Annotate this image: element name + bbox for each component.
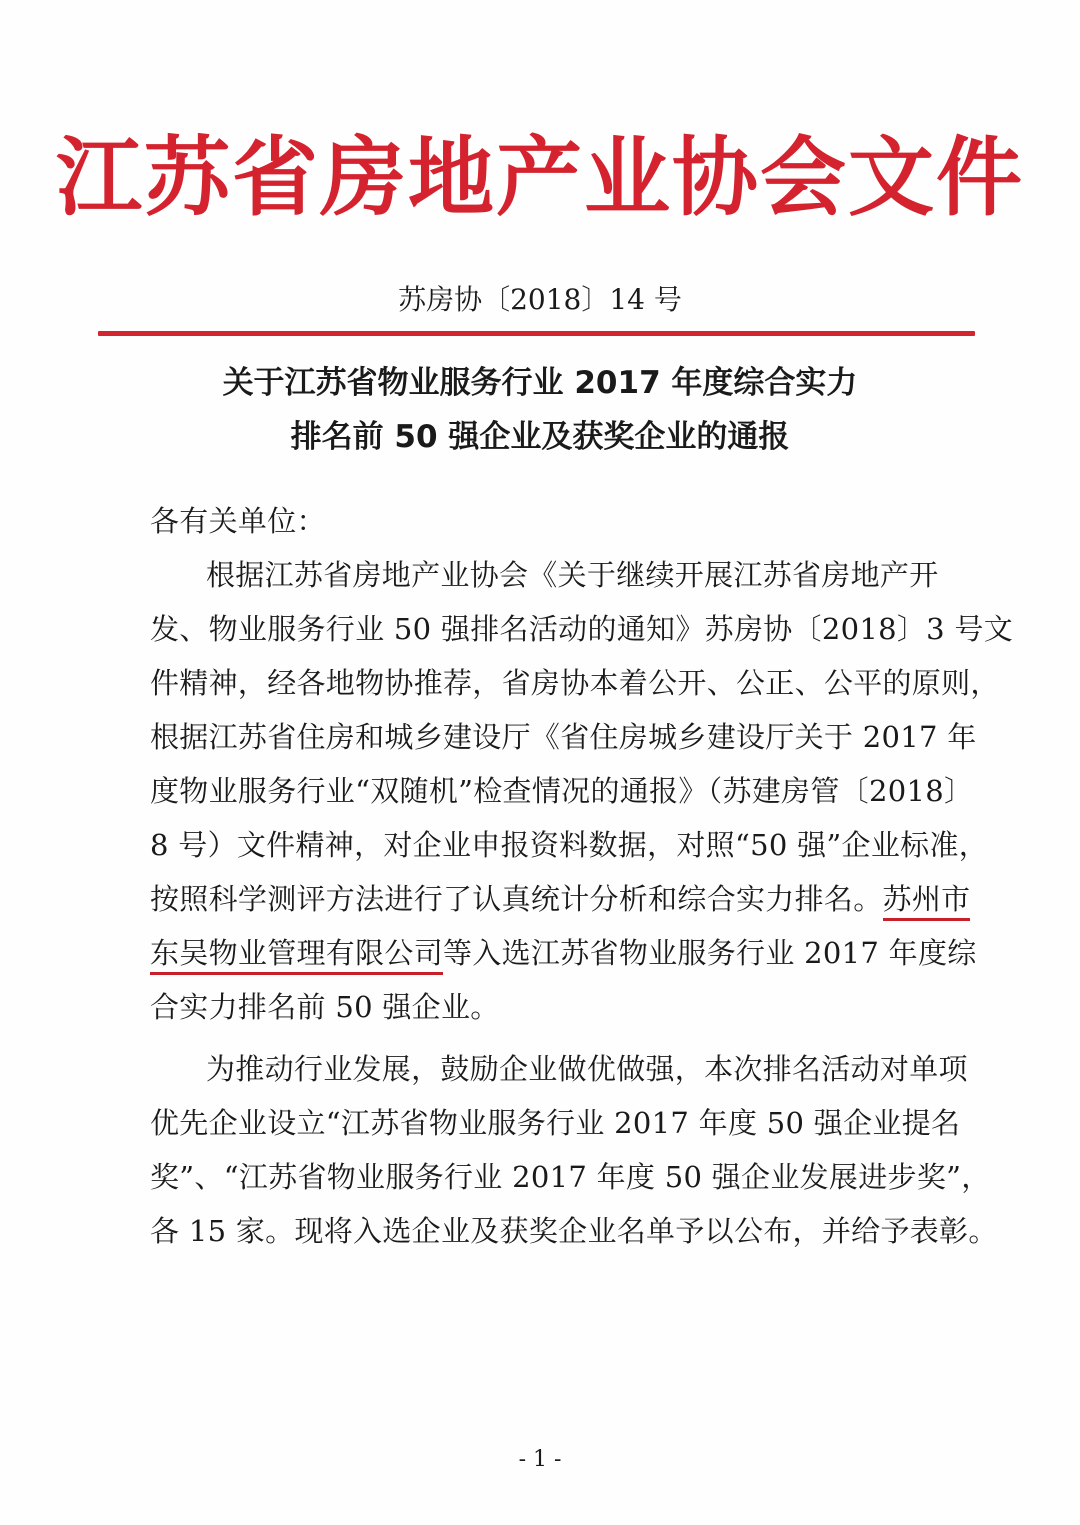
red-header-rule <box>98 331 975 336</box>
paragraph-1-line-9: 合实力排名前 50 强企业。 <box>150 990 500 1024</box>
salutation: 各有关单位： <box>150 504 326 538</box>
paragraph-1-line-8-text: 等入选江苏省物业服务行业 2017 年度综 <box>443 936 977 970</box>
notice-title-line-2: 排名前 50 强企业及获奖企业的通报 <box>290 419 790 455</box>
paragraph-1-line-3: 件精神，经各地物协推荐，省房协本着公开、公正、公平的原则， <box>150 666 1000 700</box>
paragraph-1-line-1: 根据江苏省房地产业协会《关于继续开展江苏省房地产开 <box>206 558 939 592</box>
highlighted-company-part-2: 东吴物业管理有限公司 <box>150 936 443 975</box>
paragraph-2-line-2: 优先企业设立“江苏省物业服务行业 2017 年度 50 强企业提名 <box>150 1106 961 1140</box>
paragraph-1-line-5: 度物业服务行业“双随机”检查情况的通报》（苏建房管〔2018〕 <box>150 774 974 808</box>
paragraph-1-line-4: 根据江苏省住房和城乡建设厅《省住房城乡建设厅关于 2017 年 <box>150 720 977 754</box>
paragraph-2-line-4: 各 15 家。现将入选企业及获奖企业名单予以公布，并给予表彰。 <box>150 1214 998 1248</box>
paragraph-1-line-7-text: 按照科学测评方法进行了认真统计分析和综合实力排名。 <box>150 882 883 916</box>
notice-title-line-1: 关于江苏省物业服务行业 2017 年度综合实力 <box>222 365 858 401</box>
paragraph-1-line-2: 发、物业服务行业 50 强排名活动的通知》苏房协〔2018〕3 号文 <box>150 612 1014 646</box>
paragraph-1-line-7 <box>150 872 970 926</box>
highlighted-company-part-1: 苏州市 <box>883 882 971 921</box>
paragraph-1-line-6: 8 号）文件精神，对企业申报资料数据，对照“50 强”企业标准， <box>150 828 989 862</box>
org-header-title: 江苏省房地产业协会文件 <box>56 127 1024 228</box>
document-number: 苏房协〔2018〕14 号 <box>398 283 682 316</box>
page-number: - 1 - <box>518 1447 562 1472</box>
paragraph-1-line-8 <box>150 926 977 980</box>
paragraph-2-line-3: 奖”、“江苏省物业服务行业 2017 年度 50 强企业发展进步奖”， <box>150 1160 991 1194</box>
paragraph-2-line-1: 为推动行业发展，鼓励企业做优做强，本次排名活动对单项 <box>206 1052 968 1086</box>
